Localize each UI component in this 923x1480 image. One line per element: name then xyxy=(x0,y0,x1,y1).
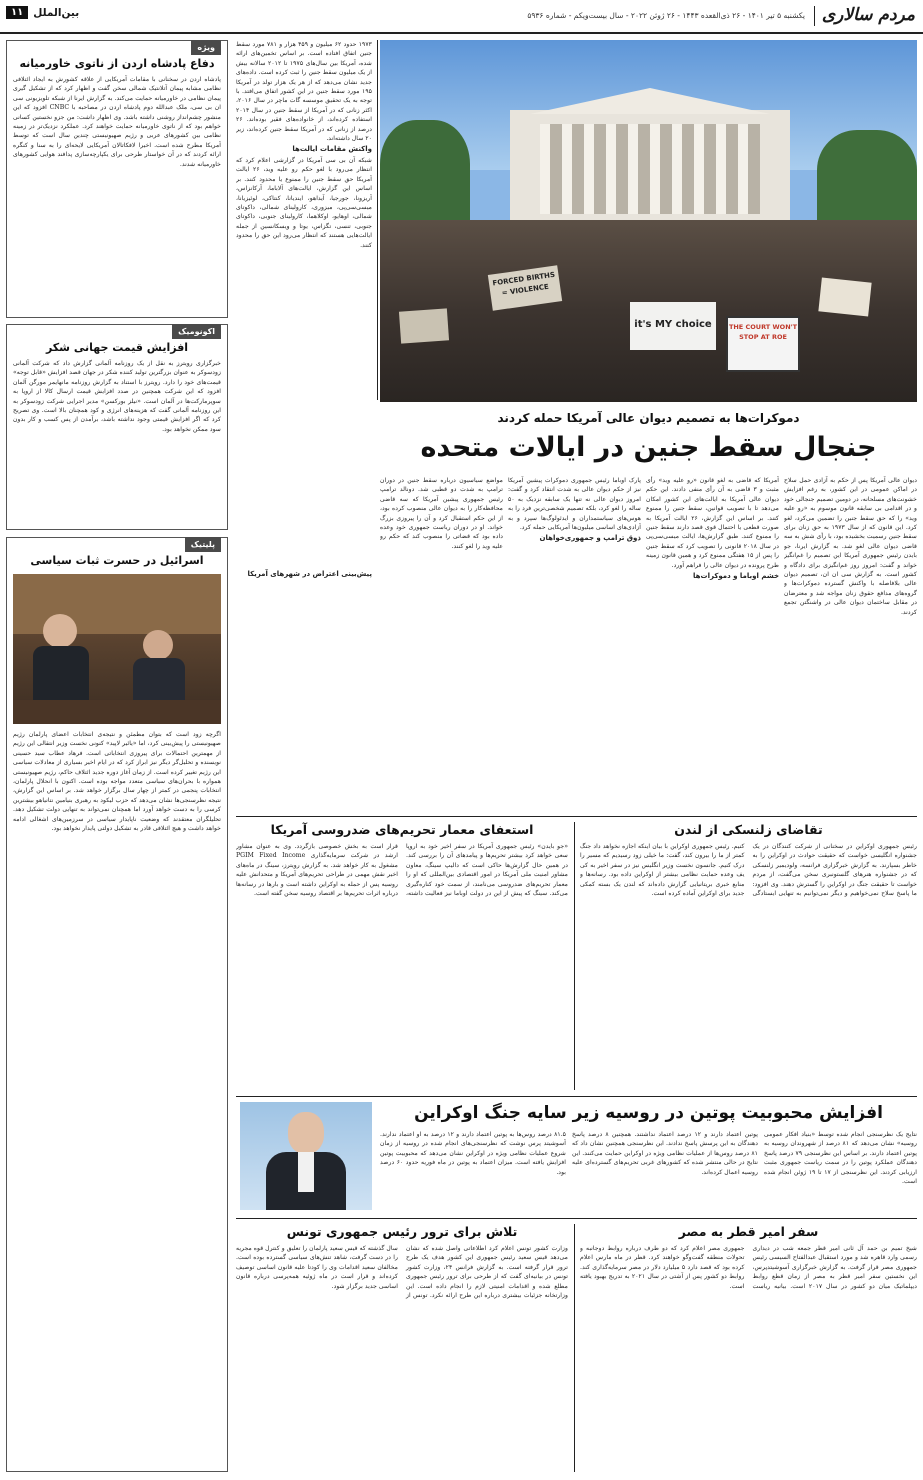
lead-column xyxy=(236,568,372,812)
photo-shirt xyxy=(298,1152,314,1192)
sidebox-body: اگرچه زود است که بتوان مطمئن و نتیجه‌ی انتخابات اعضای پارلمان رژیم صهیونیستی را پیش‌بینی کرد، اما «یائیر لاپید» کنونی نخست وزیر انتقالی این رژیم از مهمترین احتمالات برای پیروزی انتخاباتی است. فرهاد عطاب سید حسینی نویسنده و تحلیل‌گر دیگر نیز ابراز کرد که در ایام اخیر بسیاری از معادلات سیاسی این رژیم تغییر کرده است. از زمان آغاز دوره جدید ائتلاف حاکم، رژیم صهیونیستی همواره با بحران‌های سیاسی متعدد مواجه بوده است. اکنون با انحلال پارلمان، انتخابات پنجمی در کمتر از چهار سال برگزار خواهد شد. بر اساس این گزارش، نتیجه نظرسنجی‌ها نشان می‌دهد که حزب لیکود به رهبری بنیامین نتانیاهو بیشترین کرسی را به دست خواهد آورد اما همچنان نمی‌تواند به تنهایی دولت تشکیل دهد. تحلیلگران معتقدند که وضعیت ناپایدار سیاسی در سرزمین‌های اشغالی ادامه خواهد داشت و هیچ ائتلافی قادر به تشکیل دولتی پایدار نخواهد بود. xyxy=(13,731,221,833)
sidebox-tag: اکونومیک xyxy=(172,324,221,339)
story-column: نتایج یک نظرسنجی انجام شده توسط «بنیاد افکار عمومی روسیه» نشان می‌دهد که ۸۱ درصد از شهروندان روسیه به پوتین اعتماد دارند. بر اساس این نظرسنجی ۷۹ درصد پاسخ دهندگان عملکرد پوتین را در سمت ریاست جمهوری مثبت ارزیابی کردند. این نظرسنجی از ۱۷ تا ۱۹ ژوئن انجام شده است. xyxy=(764,1131,917,1186)
story-body: «جو بایدن» رئیس جمهوری آمریکا در سفر اخیر خود به اروپا سعی خواهد کرد بیشتر تحریم‌ها و پیامدهای آن را بررسی کند. در همین حال گزارش‌ها حاکی است که دالیپ سینگ، معاون مشاور امنیت ملی آمریکا در امور اقتصادی بین‌المللی که او را معمار تحریم‌های ضدروسی می‌نامند، از سمت خود کناره‌گیری می‌کند. سینگ که پیش از این در دولت اوباما نیز فعالیت داشته، قرار است به بخش خصوصی بازگردد. وی به عنوان مشاور ارشد در شرکت سرمایه‌گذاری PGIM Fixed Income مشغول به کار خواهد شد. به گزارش رویترز، سینگ در ماه‌های اخیر نقش مهمی در طراحی تحریم‌های آمریکا و متحدانش علیه روسیه پس از حمله به اوکراین داشته است و بارها در رسانه‌ها درباره اثرات تحریم‌ها بر اقتصاد روسیه سخن گفته است. xyxy=(236,843,568,898)
lead-subhead: ذوق ترامپ و جمهوری‌خواهان xyxy=(539,534,641,543)
photo-desk xyxy=(13,700,221,724)
column-divider xyxy=(377,40,378,400)
sidebox-sugar xyxy=(6,324,228,530)
lead-column-text: پارک اوباما رئیس جمهوری دموکرات پیشین آمریکا نیز از حکم دیوان عالی به شدت انتقاد کرد و گفت: امروز دیوان عالی نه تنها یک سابقه نزدیک به ۵۰ ساله را لغو کرد، بلکه تصمیم شخصی‌ترین فرد را به هوس‌های سیاستمداران و ایدئولوگ‌ها سپرد و به آزادی‌های اساسی میلیون‌ها آمریکایی حمله کرد. xyxy=(508,477,641,532)
masthead-dateline: یکشنبه ۵ تیر ۱۴۰۱ - ۲۶ ذی‌القعده ۱۴۴۳ - ۲۶ ژوئن ۲۰۲۲ - سال بیست‌ویکم - شماره ۵۹۳۶ xyxy=(527,11,805,20)
masthead xyxy=(0,0,923,34)
story-body: وزارت کشور تونس اعلام کرد اطلاعاتی واصل شده که نشان می‌دهد قیس سعید رئیس جمهوری این کشور هدف یک طرح ترور قرار گرفته است. به گزارش فرانس ۲۴، وزارت کشور تونس در بیانیه‌ای گفت که از طرحی برای ترور رئیس جمهوری مطلع شده و اقدامات امنیتی لازم را انجام داده است. این وزارتخانه جزئیات بیشتری درباره این طرح ارائه نکرد. تونس از سال گذشته که قیس سعید پارلمان را تعلیق و کنترل قوه مجریه را در دست گرفت، شاهد تنش‌های سیاسی گسترده بوده است. مخالفان سعید اقدامات وی را کودتا علیه قانون اساسی توصیف کرده‌اند و قرار است در ماه ژوئیه همه‌پرسی درباره قانون اساسی جدید برگزار شود. xyxy=(236,1245,568,1300)
lead-column-text: دیوان عالی آمریکا پس از حکم به آزادی حمل سلاح در اماکن عمومی در این کشور، به رغم افزایش خشونت‌های مسلحانه، در دومین تصمیم جنجالی خود و در اقدامی بی سابقه قانون موسوم به «رو علیه وید» را که حق سقط جنین را تضمین می‌کرد، لغو کرد. این قانون که از سال ۱۹۷۳ به حق زنان برای سقط جنین رسمیت بخشیده بود، با رأی شش به سه قاضی دیوان عالی لغو شد. به گزارش ایرنا، جو بایدن رئیس جمهوری آمریکا این تصمیم را غم‌انگیز خواند و گفت: امروز روز غم‌انگیزی برای دادگاه و کشور است. به گزارش سی ان ان، تصمیم دیوان عالی بلافاصله با واکنش گسترده دموکرات‌ها و گروه‌های مدافع حقوق زنان مواجه شد و معترضان در مقابل ساختمان دیوان عالی در واشنگتن تجمع کردند. xyxy=(784,477,917,616)
protest-sign xyxy=(399,308,449,343)
masthead-logo-divider xyxy=(814,6,815,26)
section-divider xyxy=(236,1218,917,1219)
sidebox-title: اسرائیل در حسرت ثبات سیاسی xyxy=(30,554,204,567)
sidebox-body: پادشاه اردن در سخنانی با مقامات آمریکایی از علاقه کشورش به ایجاد ائتلافی نظامی مشابه پیمان آتلانتیک شمالی سخن گفت و اظهار کرد که از تشکیل گیری پیمان نظامی در خاورمیانه حمایت می‌کند. به گزارش ایرنا از شبکه تلویزیونی سی ان بی سی، ملک عبدالله دوم پادشاه اردن در مصاحبه با CNBC افزود که این منشور چشم‌انداز روشنی داشته باشد. وی اظهار داشت: من جزو نخستین کسانی خواهم بود که از ناتوی خاورمیانه حمایت خواهند کرد. عملکرد نزدیک‌تر در زمینه نظامی بین کشورهای عربی و رژیم صهیونیستی چندین سال است که توسط آمریکا مطرح شده است. اخیرا لافکاتالان آمریکایی لایحه‌ای را به سنا و کنگره ارائه کردند که در آن خواستار طرحی برای یکپارچه‌سازی پدافند هوایی کشورهای خاورمیانه شدند. xyxy=(13,76,221,168)
sidebox-title: دفاع پادشاه اردن از ناتوی خاورمیانه xyxy=(19,57,215,70)
photo-person xyxy=(143,630,173,660)
sidebox-jordan xyxy=(6,40,228,318)
lead-subhead: پیش‌بینی اعتراض در شهرهای آمریکا xyxy=(247,570,372,578)
photo-trees xyxy=(380,120,470,230)
lead-column-text: شبکه آن بی سی آمریکا در گزارشی اعلام کرد که انتظار می‌رود با لغو حکم رو علیه وید، ۲۶ ایالت آمریکا حق سقط جنین را ممنوع یا محدود کنند. بر اساس این گزارش، ایالت‌های آلاباما، آرکانزاس، آریزونا، جورجیا، آیداهو، ایندیانا، کنتاکی، لوئیزیانا، میسی‌سی‌پی، میزوری، کارولینای شمالی، داکوتای شمالی، اوهایو، اوکلاهما، کارولینای جنوبی، داکوتای جنوبی، تنسی، تگزاس، یوتا و ویسکانسین از جمله ایالت‌هایی هستند که انتظار می‌رود این حق را محدود کنند. xyxy=(236,156,372,249)
knesset-photo xyxy=(13,574,221,724)
lead-column-text: ۱۹۷۳ حدود ۶۲ میلیون و ۴۵۹ هزار و ۷۸۱ مورد سقط جنین اتفاق افتاده است. بر اساس تخمین‌های ارائه شده، آمریکا بین سال‌های ۱۹۷۵ تا ۲۰۱۲ سالانه بیش از یک میلیون سقط جنین را ثبت کرده است. داده‌های جدید نشان می‌دهد که از هر یک هزار تولد در آمریکا ۱۹۵ مورد سقط جنین در این کشور اتفاق می‌افتد. با توجه به یک تحقیق موسسه گات ماچر در سال ۲۰۱۶، اکثر زنانی که در آمریکا از سقط جنین در سال ۲۰۱۴ استفاده کرده‌اند، از خانواده‌های فقیر بوده‌اند. ۲۶ درصد از زنانی که در آمریکا سقط جنین کرده‌اند، زیر ۲۰ سال داشته‌اند. xyxy=(236,41,372,143)
section-label xyxy=(6,6,79,19)
sidebox-tag: ویژه xyxy=(191,40,221,55)
supreme-court-photo xyxy=(380,40,917,402)
sidebox-israel xyxy=(6,537,228,1472)
lead-kicker: دموکرات‌ها به تصمیم دیوان عالی آمریکا حمله کردند xyxy=(497,411,800,425)
lead-column xyxy=(380,476,503,812)
putin-photo xyxy=(240,1102,372,1210)
photo-columns xyxy=(540,124,760,214)
story-title: تلاش برای ترور رئیس جمهوری تونس xyxy=(286,1224,518,1239)
story-title: استعفای معمار تحریم‌های ضدروسی آمریکا xyxy=(270,822,534,837)
section-divider xyxy=(236,816,917,817)
story-title: افزایش محبوبیت پوتین در روسیه زیر سایه جنگ اوکراین xyxy=(414,1103,883,1123)
lead-title: جنجال سقط جنین در ایالات متحده xyxy=(420,432,877,463)
story-column: پوتین اعتماد دارند و ۱۲ درصد اعتماد نداشتند. همچنین ۸ درصد پاسخ دهندگان به این پرسش پاسخ ندادند. این نظرسنجی همچنین نشان داد که ۸۱ درصد روس‌ها از عملیات نظامی ویژه در اوکراین حمایت می‌کنند. این نتایج در حالی منتشر شده که کشورهای غربی تحریم‌های گسترده‌ای علیه روسیه اعمال کرده‌اند. xyxy=(572,1131,758,1176)
sidebox-tag: پلیتیک xyxy=(185,537,221,552)
protest-sign: FORCED BIRTHS = VIOLENCE xyxy=(488,265,562,310)
story-body: رئیس جمهوری اوکراین در سخنانی از شرکت کنندگان در یک جشنواره انگلیسی خواست که حقیقت حوادث در اوکراین را به خاطر بسپارند. به گزارش خبرگزاری فرانسه، ولودیمیر زلنسکی که در جشنواره هنرهای گلستونبری سخن می‌گفت، از مردم خواست تا حقیقت جنگ در اوکراین را گسترش دهند. وی افزود: ما پاسخ سلاح نمی‌خواهیم و دیگر نمی‌توانیم به تنهایی ایستادگی کنیم. رئیس جمهوری اوکراین با بیان اینکه اجازه نخواهد داد جنگ کمتر از ما را بیرون کند، گفت: ما خیلی زود رسیدیم که مسیر را درک کنیم. جانسون نخست وزیر انگلیس نیز در سفر اخیر به کی یف وعده حمایت نظامی بیشتر از اوکراین داده بود. رسانه‌ها و منابع خبری بریتانیایی گزارش داده‌اند که لندن یک بسته کمکی جدید برای اوکراین آماده کرده است. xyxy=(580,843,917,898)
photo-head xyxy=(288,1112,324,1154)
masthead-logo: مردم سالاری xyxy=(821,5,915,25)
protest-sign xyxy=(818,277,871,316)
lead-subhead: خشم اوباما و دموکرات‌ها xyxy=(693,572,779,581)
lead-subhead: واکنش مقامات ایالت‌ها xyxy=(292,145,372,154)
lead-column-top xyxy=(236,40,372,562)
story-title: تقاضای زلنسکی از لندن xyxy=(674,822,823,837)
column-divider xyxy=(574,1224,575,1472)
protest-sign: it's MY choice xyxy=(630,302,716,350)
lead-column xyxy=(508,476,641,812)
lead-column xyxy=(784,476,917,812)
story-column: ۸۱.۵ درصد روس‌ها به پوتین اعتماد دارند و ۱۲ درصد به او اعتماد ندارند. آسوشیتد پرس نوشت که نظرسنجی‌های انجام شده در روسیه از زمان شروع عملیات نظامی ویژه در اوکراین نشان می‌دهد که محبوبیت پوتین افزایش یافته است. میزان اعتماد به پوتین در ماه فوریه حدود ۶۰ درصد بود. xyxy=(380,1131,566,1176)
photo-trees xyxy=(817,130,917,230)
section-title: بین‌الملل xyxy=(33,6,80,19)
lead-column-text: آمریکا که قاضی به لغو قانون «رو علیه وید» رأی مثبت و ۳ قاضی به آن رأی منفی دادند. این حکم دیوان عالی آمریکا به ایالت‌های این کشور امکان می‌دهد تا با تصویب قوانین، سقط جنین را ممنوع کنند. بر اساس این گزارش، ۲۶ ایالت آمریکا به صورت قطعی یا احتمال قوی قصد دارند سقط جنین را ممنوع کنند. طبق گزارش‌ها، ایالت میسی‌سی‌پی در سال ۲۰۱۸ قانونی را تصویب کرد که سقط جنین را پس از ۱۵ هفتگی ممنوع کرد و همین قانون زمینه طرح پرونده در دیوان عالی را فراهم آورد. xyxy=(646,477,779,569)
lead-column xyxy=(646,476,779,812)
story-title: سفر امیر قطر به مصر xyxy=(678,1224,819,1239)
photo-person xyxy=(43,614,77,648)
lead-column-text: مواضع سیاسیون درباره سقط جنین در دوران ترامپ به شدت دو قطبی شد. دونالد ترامپ رئیس جمهوری پیشین آمریکا که سه قاضی محافظه‌کار را به دیوان عالی منصوب کرده بود، از این حکم استقبال کرد و آن را پیروزی بزرگ خواند. او در دوران ریاست جمهوری خود وعده داده بود که قضاتی را منصوب کند که حکم رو علیه وید را لغو کنند. xyxy=(380,477,503,550)
page-number: ۱۱ xyxy=(6,6,28,19)
protest-sign: THE COURT WON'T STOP AT ROE xyxy=(726,316,800,372)
sidebox-body: خبرگزاری رویترز به نقل از یک روزنامه آلمانی گزارش داد که شرکت آلمانی زودسوکر به عنوان بزرگترین تولید کننده شکر در جهان قصد افزایش «قابل توجه» قیمت‌های خود را دارد. رویترز با استناد به گزارش روزنامه مانهایمر مورگن آلمان افزود که این شرکت همچنین در صدد افزایش قیمت ارسال کالا از اروپا به سوپرمارکت‌ها در آلمان است. «نیلز بورکسن» مدیر اجرایی شرکت زودسوکر به این روزنامه آلمانی گفت که هزینه‌های انرژی و کود همچنان بالا است. وی تصریح کرد که اگر افزایش قیمتی وجود نداشته باشد، برآمدن از پس کسب و کار بدون سود ممکن نخواهد بود. xyxy=(13,360,221,433)
sidebox-title: افزایش قیمت جهانی شکر xyxy=(45,341,189,354)
story-body: شیخ تمیم بن حمد آل ثانی امیر قطر جمعه شب در دیداری رسمی وارد قاهره شد و مورد استقبال عبدالفتاح السیسی رئیس جمهوری مصر قرار گرفت. به گزارش خبرگزاری آسوشیتدپرس، این نخستین سفر امیر قطر به مصر از زمان قطع روابط دیپلماتیک میان دو کشور در سال ۲۰۱۷ است. بیانیه ریاست جمهوری مصر اعلام کرد که دو طرف درباره روابط دوجانبه و تحولات منطقه گفت‌وگو خواهند کرد. قطر در ماه مارس اعلام کرده بود که قصد دارد ۵ میلیارد دلار در مصر سرمایه‌گذاری کند. روابط دو کشور پس از آشتی در سال ۲۰۲۱ به تدریج بهبود یافته است. xyxy=(580,1245,917,1290)
column-divider xyxy=(574,822,575,1090)
section-divider xyxy=(236,1096,917,1097)
photo-pediment xyxy=(530,88,770,114)
